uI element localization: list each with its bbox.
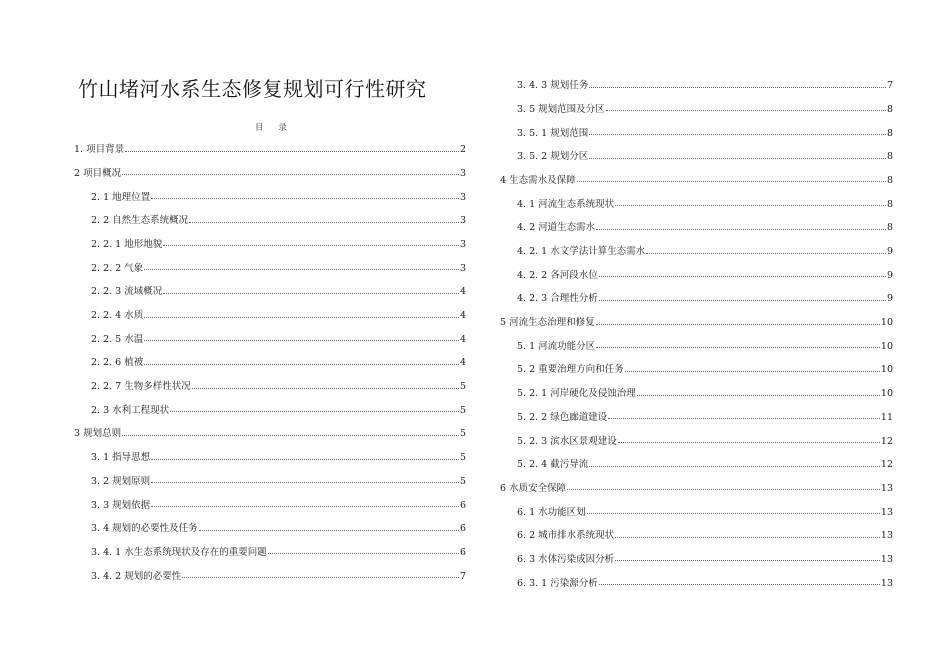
toc-entry-label: 2. 2. 2 气象 [91, 262, 144, 274]
toc-entry[interactable] [74, 183, 466, 207]
toc-entry[interactable] [74, 491, 466, 515]
toc-entry-page: 5 [459, 428, 466, 440]
toc-leader-dots [151, 482, 459, 483]
toc-entry-page: 5 [459, 475, 466, 487]
toc-entry-label: 4. 1 河流生态系统现状 [517, 198, 615, 210]
toc-entry[interactable] [500, 451, 893, 475]
toc-leader-dots [599, 584, 880, 585]
toc-entry-page: 4 [459, 286, 466, 298]
toc-entry-page: 7 [886, 80, 893, 92]
toc-entry[interactable] [74, 160, 466, 184]
toc-leader-dots [596, 347, 880, 348]
toc-entry-page: 4 [459, 333, 466, 345]
toc-leader-dots [589, 466, 880, 467]
toc-entry[interactable] [74, 468, 466, 492]
toc-entry-page: 12 [880, 435, 893, 447]
toc-entry[interactable] [74, 207, 466, 231]
toc-entry-label: 2. 2. 4 水质 [91, 310, 144, 321]
toc-entry[interactable] [74, 420, 466, 444]
toc-entry-page: 13 [880, 530, 893, 542]
toc-entry-label: 3. 5 规划范围及分区 [517, 103, 605, 115]
toc-leader-dots [163, 245, 459, 246]
toc-entry[interactable] [500, 475, 893, 499]
toc-entry-page: 8 [886, 198, 893, 210]
toc-entry[interactable] [500, 214, 893, 238]
toc-heading: 目 录 [255, 123, 293, 133]
toc-entry[interactable] [500, 143, 893, 167]
toc-leader-dots [615, 205, 886, 206]
toc-entry[interactable] [500, 522, 893, 546]
toc-entry-label: 5 河流生态治理和修复 [500, 317, 595, 329]
toc-entry[interactable] [500, 356, 893, 380]
toc-entry-label: 3. 3 规划依据 [91, 499, 151, 511]
toc-entry-page: 13 [880, 506, 893, 518]
toc-leader-dots [144, 317, 459, 318]
toc-leader-dots [192, 388, 459, 389]
toc-entry[interactable] [500, 167, 893, 191]
toc-entry-page: 10 [880, 364, 893, 376]
toc-entry-label: 2. 2. 7 生物多样性状况 [91, 381, 191, 393]
toc-entry-page: 10 [880, 317, 893, 329]
toc-entry[interactable] [500, 380, 893, 404]
toc-entry[interactable] [500, 72, 893, 96]
document-title: 竹山堵河水系生态修复规划可行性研究 [78, 77, 427, 101]
toc-entry-label: 6. 3. 1 污染源分析 [517, 577, 598, 589]
toc-entry-label: 3. 5. 1 规划范围 [517, 127, 589, 139]
toc-entry-label: 5. 2. 1 河岸硬化及侵蚀治理 [517, 388, 636, 400]
toc-entry-page: 13 [880, 553, 893, 565]
toc-leader-dots [151, 459, 459, 460]
toc-entry[interactable] [500, 190, 893, 214]
toc-entry-label: 1. 项目背景 [74, 144, 125, 156]
toc-leader-dots [144, 269, 459, 270]
toc-entry[interactable] [500, 404, 893, 428]
toc-entry-page: 3 [459, 238, 466, 250]
toc-entry-label: 2. 2. 5 水温 [91, 333, 144, 345]
toc-leader-dots [589, 158, 886, 159]
toc-entry-label: 2. 2. 6 植被 [91, 357, 144, 369]
toc-leader-dots [567, 489, 880, 490]
toc-entry-page: 8 [886, 103, 893, 115]
toc-entry-label: 6 水质安全保障 [500, 482, 567, 494]
toc-entry-label: 5. 2. 2 绿色廊道建设 [517, 411, 608, 423]
toc-entry[interactable] [74, 136, 466, 160]
toc-entry-label: 2 项目概况 [74, 167, 122, 179]
toc-entry-label: 4 生态需水及保障 [500, 174, 576, 186]
toc-entry-label: 5. 2. 4 截污导流 [517, 459, 589, 471]
toc-leader-dots [144, 364, 459, 365]
toc-entry-page: 8 [886, 222, 893, 234]
toc-entry[interactable] [74, 444, 466, 468]
toc-entry-label: 3 规划总则 [74, 428, 122, 440]
toc-leader-dots [151, 198, 459, 199]
toc-entry[interactable] [74, 397, 466, 421]
toc-entry-page: 8 [886, 151, 893, 163]
toc-entry-label: 3. 1 指导思想 [91, 452, 151, 464]
toc-entry-label: 6. 1 水功能区划 [517, 506, 586, 518]
toc-entry[interactable] [500, 285, 893, 309]
toc-entry-label: 3. 4. 1 水生态系统现状及存在的重要问题 [91, 546, 267, 558]
toc-leader-dots [606, 110, 886, 111]
toc-list-right [500, 72, 893, 593]
toc-entry[interactable] [500, 333, 893, 357]
toc-entry-label: 2. 3 水利工程现状 [91, 404, 170, 416]
toc-entry-label: 2. 2. 1 地形地貌 [91, 238, 163, 250]
toc-entry-label: 3. 2 规划原则 [91, 475, 151, 487]
toc-entry[interactable] [500, 262, 893, 286]
toc-leader-dots [596, 229, 886, 230]
toc-leader-dots [608, 418, 880, 419]
toc-entry-label: 3. 4. 2 规划的必要性 [91, 570, 182, 582]
toc-entry[interactable] [500, 119, 893, 143]
toc-entry[interactable] [74, 254, 466, 278]
toc-leader-dots [189, 222, 459, 223]
toc-entry-page: 6 [459, 499, 466, 511]
toc-entry-label: 5. 2. 3 滨水区景观建设 [517, 435, 617, 447]
toc-entry-label: 5. 1 河流功能分区 [517, 340, 596, 352]
toc-entry-page: 9 [886, 246, 893, 257]
toc-entry[interactable] [74, 373, 466, 397]
toc-entry-page: 4 [459, 310, 466, 321]
toc-entry[interactable] [74, 231, 466, 255]
toc-leader-dots [182, 577, 459, 578]
toc-leader-dots [587, 513, 880, 514]
toc-entry[interactable] [500, 96, 893, 120]
toc-entry-page: 13 [880, 482, 893, 494]
toc-entry-label: 4. 2. 1 水文学法计算生态需水 [517, 246, 646, 257]
toc-entry-page: 5 [459, 452, 466, 464]
toc-entry[interactable] [74, 562, 466, 586]
toc-leader-dots [618, 442, 880, 443]
toc-entry-page: 3 [459, 191, 466, 203]
toc-entry-label: 3. 4. 3 规划任务 [517, 80, 589, 92]
toc-leader-dots [637, 395, 880, 396]
toc-leader-dots [125, 151, 459, 152]
toc-entry-label: 4. 2. 3 合理性分析 [517, 293, 598, 305]
toc-entry-page: 6 [459, 546, 466, 558]
toc-entry-page: 7 [459, 570, 466, 582]
toc-entry-page: 12 [880, 459, 893, 471]
toc-leader-dots [596, 324, 880, 325]
toc-leader-dots [163, 293, 459, 294]
toc-entry-page: 9 [886, 269, 893, 281]
toc-entry-label: 2. 2 自然生态系统概况 [91, 215, 189, 227]
toc-entry[interactable] [74, 278, 466, 302]
toc-entry-page: 13 [880, 577, 893, 589]
toc-entry-label: 6. 2 城市排水系统现状 [517, 530, 615, 542]
toc-entry-label: 2. 2. 3 流域概况 [91, 286, 163, 298]
toc-leader-dots [268, 553, 459, 554]
toc-entry[interactable] [500, 427, 893, 451]
toc-entry-page: 3 [459, 262, 466, 274]
toc-entry-page: 4 [459, 357, 466, 369]
toc-entry-page: 2 [459, 144, 466, 156]
toc-leader-dots [170, 411, 459, 412]
toc-leader-dots [577, 181, 886, 182]
toc-entry-page: 6 [459, 523, 466, 535]
toc-leader-dots [589, 87, 886, 88]
toc-entry-page: 5 [459, 404, 466, 416]
toc-entry[interactable] [74, 349, 466, 373]
toc-entry[interactable] [500, 569, 893, 593]
toc-entry-page: 5 [459, 381, 466, 393]
toc-entry-label: 2. 1 地理位置 [91, 191, 151, 203]
toc-leader-dots [122, 174, 459, 175]
toc-entry-page: 9 [886, 293, 893, 305]
toc-entry-label: 5. 2 重要治理方向和任务 [517, 364, 624, 376]
toc-entry[interactable] [74, 302, 466, 326]
toc-entry-label: 6. 3 水体污染成因分析 [517, 553, 615, 565]
toc-entry[interactable] [74, 515, 466, 539]
toc-entry-page: 10 [880, 388, 893, 400]
toc-leader-dots [615, 537, 880, 538]
toc-entry[interactable] [500, 546, 893, 570]
toc-leader-dots [199, 530, 459, 531]
toc-entry[interactable] [74, 326, 466, 350]
toc-entry-page: 11 [880, 411, 893, 423]
toc-entry[interactable] [500, 498, 893, 522]
toc-leader-dots [625, 371, 880, 372]
toc-entry-label: 3. 5. 2 规划分区 [517, 151, 589, 163]
toc-entry-label: 4. 2 河道生态需水 [517, 222, 596, 234]
toc-entry[interactable] [500, 309, 893, 333]
toc-leader-dots [122, 435, 459, 436]
toc-leader-dots [151, 506, 459, 507]
toc-leader-dots [646, 253, 886, 254]
toc-leader-dots [599, 276, 886, 277]
toc-leader-dots [144, 340, 459, 341]
toc-leader-dots [599, 300, 886, 301]
toc-entry-label: 3. 4 规划的必要性及任务 [91, 523, 198, 535]
toc-leader-dots [589, 134, 886, 135]
toc-entry-page: 3 [459, 167, 466, 179]
toc-leader-dots [615, 560, 880, 561]
toc-list-left [74, 136, 466, 586]
toc-entry[interactable] [500, 238, 893, 262]
toc-entry-page: 10 [880, 340, 893, 352]
toc-entry-page: 8 [886, 127, 893, 139]
toc-entry-page: 3 [459, 215, 466, 227]
toc-entry[interactable] [74, 539, 466, 563]
toc-entry-page: 8 [886, 174, 893, 186]
toc-entry-label: 4. 2. 2 各河段水位 [517, 269, 598, 281]
